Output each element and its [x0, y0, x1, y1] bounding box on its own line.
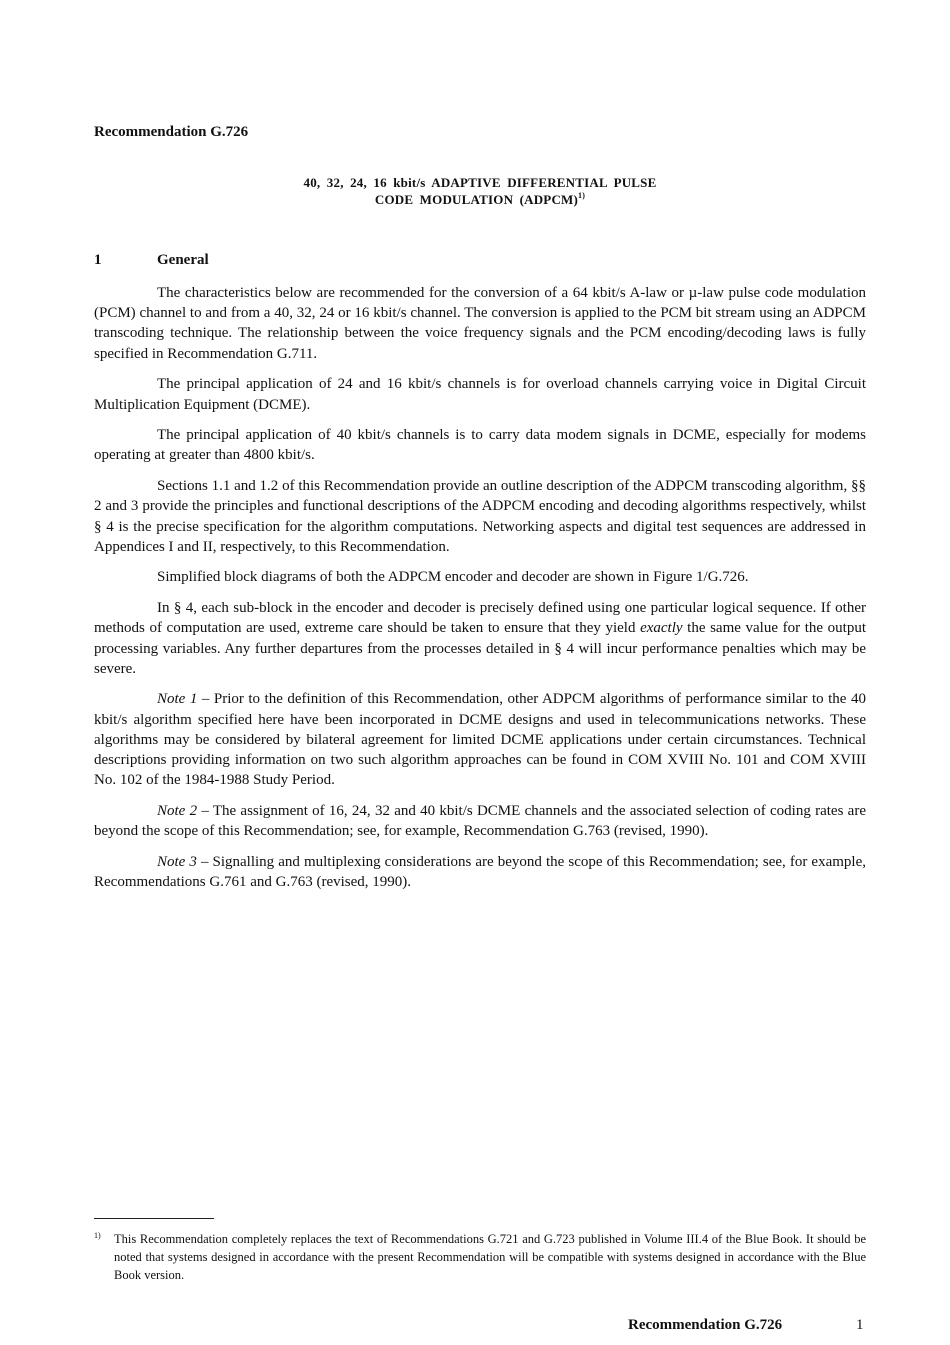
note-3	[94, 852, 866, 892]
footnote-mark: 1)	[94, 1231, 101, 1240]
note-text: – Prior to the definition of this Recommendation, other ADPCM algorithms of performance similar to the 40 kbit/s algorithm specified here have been incorporated in DCME designs and used in telecommunications networks. These algorithms may be considered by bilateral agreement for limited DCME applications under certain circumstances. Technical descriptions providing information on two such algorithm approaches can be found in COM XVIII No. 101 and COM XVIII No. 102 of the 1984-1988 Study Period.	[94, 691, 866, 789]
note-2	[94, 801, 866, 841]
title-footnote-ref: 1)	[578, 191, 586, 200]
title-line-2	[250, 191, 710, 208]
section-title: General	[157, 252, 209, 268]
note-1	[94, 689, 866, 790]
paragraph	[94, 598, 866, 679]
footer-recommendation: Recommendation G.726	[628, 1317, 783, 1333]
section-heading	[94, 252, 209, 269]
paragraph: The characteristics below are recommended for the conversion of a 64 kbit/s A-law or µ-law pulse code modulation (PCM) channel to and from a 40, 32, 24 or 16 kbit/s channel. The conversion is applied to the PCM bit stream using an ADPCM transcoding technique. The relationship between the voice frequency signals and the PCM encoding/decoding laws is fully specified in Recommendation G.711.	[94, 285, 866, 362]
paragraph: Simplified block diagrams of both the ADPCM encoder and decoder are shown in Figure 1/G.726.	[157, 569, 749, 586]
footnote	[94, 1230, 866, 1284]
paragraph-text: In § 4, each sub-block in the encoder and decoder is precisely defined using one particular logical sequence. If other methods of computation are used, extreme care should be taken to ensure that they yield	[94, 600, 866, 637]
note-label: Note 3	[157, 853, 197, 870]
recommendation-header: Recommendation G.726	[94, 124, 249, 140]
document-title	[250, 174, 710, 208]
footnote-text: This Recommendation completely replaces the text of Recommendations G.721 and G.723 published in Volume III.4 of the Blue Book. It should be noted that systems designed in accordance with the present Recommendation will be compatible with systems designed in accordance with the Blue Book version.	[114, 1232, 866, 1282]
note-text: – The assignment of 16, 24, 32 and 40 kbit/s DCME channels and the associated selection of coding rates are beyond the scope of this Recommendation; see, for example, Recommendation G.763 (revised, 1990).	[94, 802, 866, 840]
note-label: Note 2	[157, 802, 198, 819]
paragraph: The principal application of 40 kbit/s channels is to carry data modem signals in DCME, especially for modems operating at greater than 4800 kbit/s.	[94, 427, 866, 464]
footnote-divider	[94, 1218, 214, 1219]
emphasis-text: exactly	[640, 620, 683, 637]
paragraph: The principal application of 24 and 16 kbit/s channels is for overload channels carrying voice in Digital Circuit Multiplication Equipment (DCME).	[94, 376, 866, 413]
paragraph-text: the same value for the output processing variables. Any further departures from the processes detailed in § 4 will incur performance penalties which may be severe.	[94, 620, 866, 677]
note-label: Note 1	[157, 691, 198, 708]
body-text	[94, 283, 866, 903]
page-number: 1	[856, 1317, 864, 1333]
note-text: – Signalling and multiplexing considerations are beyond the scope of this Recommendation; see, for example, Recommendations G.761 and G.763 (revised, 1990).	[94, 853, 866, 891]
title-line-1: 40, 32, 24, 16 kbit/s ADAPTIVE DIFFERENTIAL PULSE	[303, 175, 657, 190]
paragraph: Sections 1.1 and 1.2 of this Recommendation provide an outline description of the ADPCM transcoding algorithm, §§ 2 and 3 provide the principles and functional descriptions of the ADPCM encoding and decoding algorithms respectively, whilst § 4 is the precise specification for the algorithm computations. Networking aspects and digital test sequences are addressed in Appendices I and II, respectively, to this Recommendation.	[94, 478, 866, 555]
title-line-2-text: CODE MODULATION (ADPCM)	[374, 192, 579, 207]
section-number: 1	[94, 252, 102, 268]
